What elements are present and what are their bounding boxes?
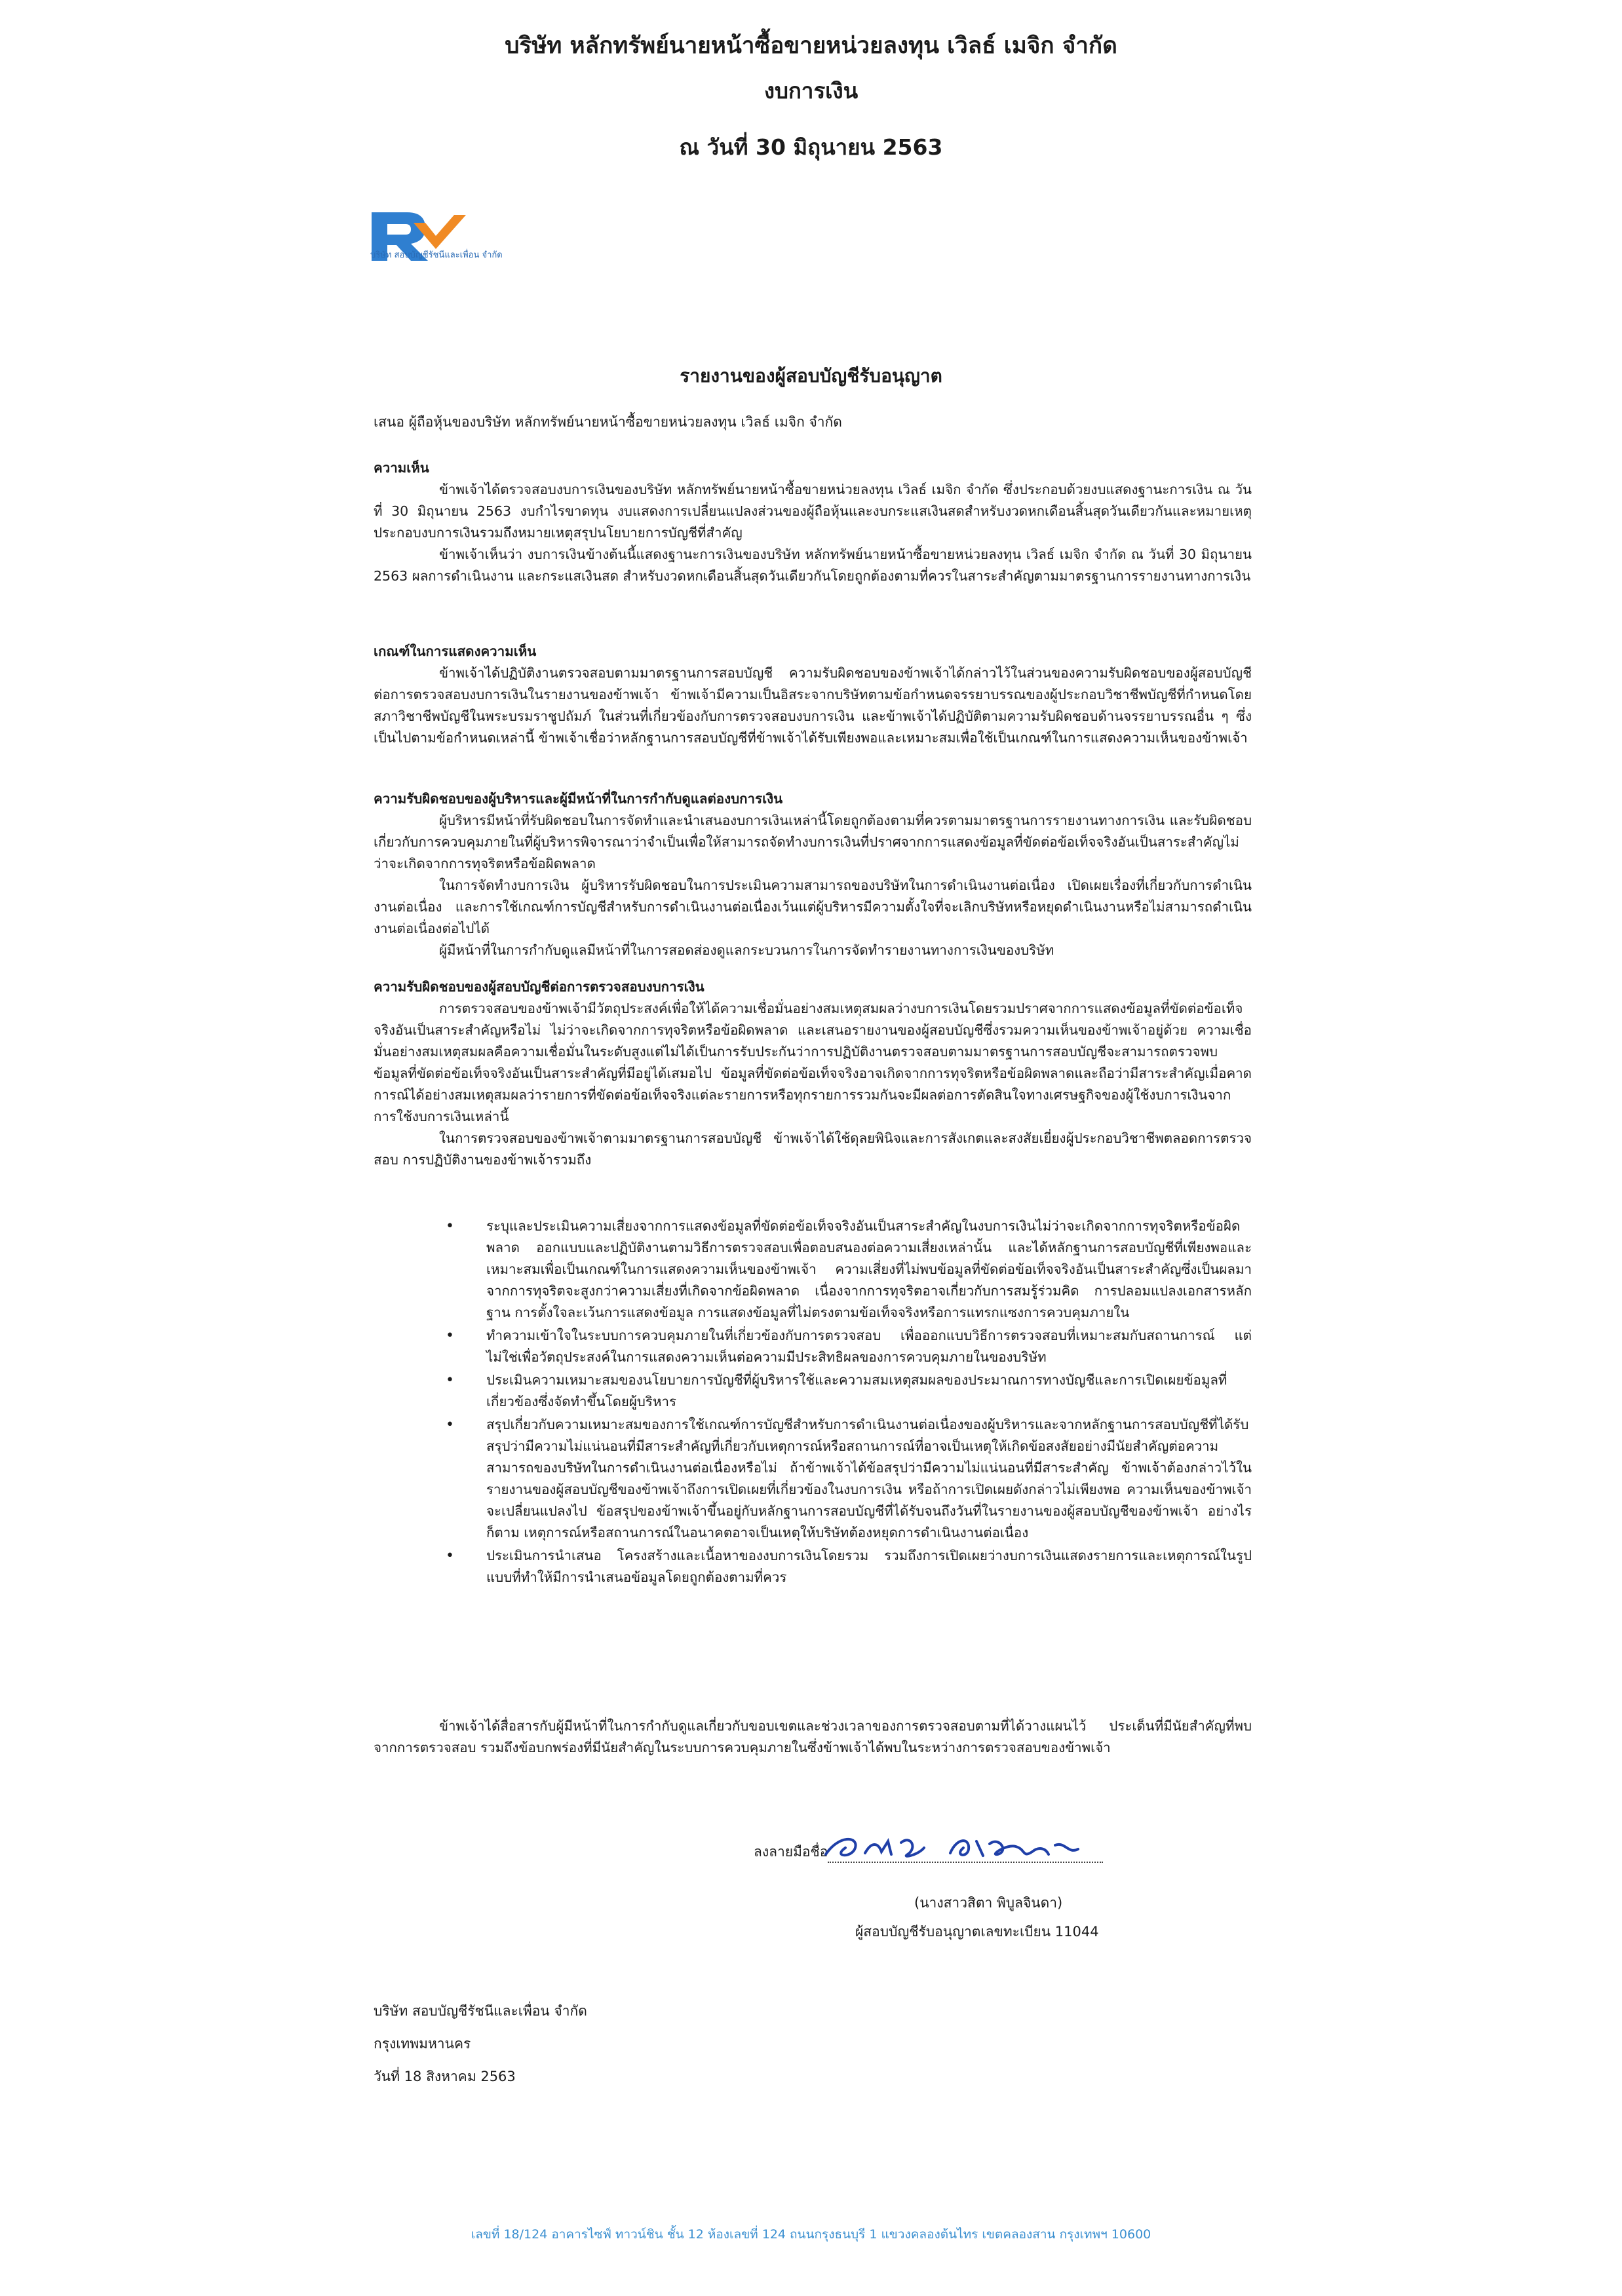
list-item-text: ประเมินความเหมาะสมของนโยบายการบัญชีที่ผู้บริหารใช้และความสมเหตุสมผลของประมาณการทางบัญชีและการเปิดเผยข้อมูลที่เกี่ยวข้องซึ่งจัดทำขึ้นโดยผู้บริหาร	[486, 1372, 1227, 1409]
bullet-icon: •	[446, 1218, 454, 1234]
signature-label: ลงลายมือชื่อ	[754, 1844, 828, 1860]
section-heading: ความรับผิดชอบของผู้บริหารและผู้มีหน้าที่ในการกำกับดูแลต่องบการเงิน	[374, 791, 783, 807]
paragraph: การตรวจสอบของข้าพเจ้ามีวัตถุประสงค์เพื่อให้ได้ความเชื่อมั่นอย่างสมเหตุสมผลว่างบการเงินโดยรวมปราศจากการแสดงข้อมูลที่ขัดต่อข้อเท็จจริงอันเป็นสาระสำคัญหรือไม่ ไม่ว่าจะเกิดจากการทุจริตหรือข้อผิดพลาด และเสนอรายงานของผู้สอบบัญชีซึ่งรวมความเห็นของข้าพเจ้าอยู่ด้วย ความเชื่อมั่นอย่างสมเหตุสมผลคือความเชื่อมั่นในระดับสูงแต่ไม่ได้เป็นการรับประกันว่าการปฏิบัติงานตรวจสอบตามมาตรฐานการสอบบัญชีจะสามารถตรวจพบข้อมูลที่ขัดต่อข้อเท็จจริงอันเป็นสาระสำคัญที่มีอยู่ได้เสมอไป ข้อมูลที่ขัดต่อข้อเท็จจริงอาจเกิดจากการทุจริตหรือข้อผิดพลาดและถือว่ามีสาระสำคัญเมื่อคาดการณ์ได้อย่างสมเหตุสมผลว่ารายการที่ขัดต่อข้อเท็จจริงแต่ละรายการหรือทุกรายการรวมกันจะมีผลต่อการตัดสินใจทางเศรษฐกิจของผู้ใช้งบการเงินจากการใช้งบการเงินเหล่านี้	[374, 1001, 1252, 1124]
list-item-text: ประเมินการนำเสนอ โครงสร้างและเนื้อหาของงบการเงินโดยรวม รวมถึงการเปิดเผยว่างบการเงินแสดงรายการและเหตุการณ์ในรูปแบบที่ทำให้มีการนำเสนอข้อมูลโดยถูกต้องตามที่ควร	[486, 1548, 1252, 1585]
paragraph: ข้าพเจ้าได้ปฏิบัติงานตรวจสอบตามมาตรฐานการสอบบัญชี ความรับผิดชอบของข้าพเจ้าได้กล่าวไว้ในส่วนของความรับผิดชอบของผู้สอบบัญชีต่อการตรวจสอบงบการเงินในรายงานของข้าพเจ้า ข้าพเจ้ามีความเป็นอิสระจากบริษัทตามข้อกำหนดจรรยาบรรณของผู้ประกอบวิชาชีพบัญชีที่กำหนดโดยสภาวิชาชีพบัญชีในพระบรมราชูปถัมภ์ ในส่วนที่เกี่ยวข้องกับการตรวจสอบงบการเงิน และข้าพเจ้าได้ปฏิบัติตามความรับผิดชอบด้านจรรยาบรรณอื่น ๆ ซึ่งเป็นไปตามข้อกำหนดเหล่านี้ ข้าพเจ้าเชื่อว่าหลักฐานการสอบบัญชีที่ข้าพเจ้าได้รับเพียงพอและเหมาะสมเพื่อใช้เป็นเกณฑ์ในการแสดงความเห็นของข้าพเจ้า	[374, 665, 1252, 746]
section-opinion	[374, 457, 1252, 587]
section-auditor-responsibility	[374, 976, 1252, 1171]
list-item	[446, 1414, 1252, 1544]
paragraph: ข้าพเจ้าได้ตรวจสอบงบการเงินของบริษัท หลักทรัพย์นายหน้าซื้อขายหน่วยลงทุน เวิลธ์ เมจิก จำกัด ซึ่งประกอบด้วยงบแสดงฐานะการเงิน ณ วันที่ 30 มิถุนายน 2563 งบกำไรขาดทุน งบแสดงการเปลี่ยนแปลงส่วนของผู้ถือหุ้นและงบกระแสเงินสดสำหรับงวดหกเดือนสิ้นสุดวันเดียวกันและหมายเหตุประกอบงบการเงินรวมถึงหมายเหตุสรุปนโยบายการบัญชีที่สำคัญ	[374, 482, 1252, 541]
list-item	[446, 1545, 1252, 1588]
bullet-icon: •	[446, 1548, 454, 1564]
paragraph: ข้าพเจ้าเห็นว่า งบการเงินข้างต้นนี้แสดงฐานะการเงินของบริษัท หลักทรัพย์นายหน้าซื้อขายหน่วยลงทุน เวิลธ์ เมจิก จำกัด ณ วันที่ 30 มิถุนายน 2563 ผลการดำเนินงาน และกระแสเงินสด สำหรับงวดหกเดือนสิ้นสุดวันเดียวกันโดยถูกต้องตามที่ควรในสาระสำคัญตามมาตรฐานการรายงานทางการเงิน	[374, 546, 1252, 584]
section-heading: ความรับผิดชอบของผู้สอบบัญชีต่อการตรวจสอบงบการเงิน	[374, 979, 705, 995]
report-date: วันที่ 18 สิงหาคม 2563	[374, 2069, 516, 2084]
bullet-icon: •	[446, 1417, 454, 1433]
list-item	[446, 1325, 1252, 1368]
bullet-icon: •	[446, 1328, 454, 1344]
list-item	[446, 1215, 1252, 1324]
paragraph: ผู้มีหน้าที่ในการกำกับดูแลมีหน้าที่ในการสอดส่องดูแลกระบวนการในการจัดทำรายงานทางการเงินของบริษัท	[439, 942, 1054, 958]
list-item-text: สรุปเกี่ยวกับความเหมาะสมของการใช้เกณฑ์การบัญชีสำหรับการดำเนินงานต่อเนื่องของผู้บริหารและจากหลักฐานการสอบบัญชีที่ได้รับ สรุปว่ามีความไม่แน่นอนที่มีสาระสำคัญที่เกี่ยวกับเหตุการณ์หรือสถานการณ์ที่อาจเป็นเหตุให้เกิดข้อสงสัยอย่างมีนัยสำคัญต่อความสามารถของบริษัทในการดำเนินงานต่อเนื่องหรือไม่ ถ้าข้าพเจ้าได้ข้อสรุปว่ามีความไม่แน่นอนที่มีสาระสำคัญ ข้าพเจ้าต้องกล่าวไว้ในรายงานของผู้สอบบัญชีของข้าพเจ้าถึงการเปิดเผยที่เกี่ยวข้องในงบการเงิน หรือถ้าการเปิดเผยดังกล่าวไม่เพียงพอ ความเห็นของข้าพเจ้าจะเปลี่ยนแปลงไป ข้อสรุปของข้าพเจ้าขึ้นอยู่กับหลักฐานการสอบบัญชีที่ได้รับจนถึงวันที่ในรายงานของผู้สอบบัญชีของข้าพเจ้า อย่างไรก็ตาม เหตุการณ์หรือสถานการณ์ในอนาคตอาจเป็นเหตุให้บริษัทต้องหยุดการดำเนินงานต่อเนื่อง	[486, 1417, 1252, 1540]
statement-title: งบการเงิน	[763, 78, 859, 104]
footer-address: เลขที่ 18/124 อาคารไซฟ์ ทาวน์ชิน ชั้น 12 ห้องเลขที่ 124 ถนนกรุงธนบุรี 1 แขวงคลองต้นไทร เขตคลองสาน กรุงเทพฯ 10600	[471, 2227, 1151, 2242]
addressee: เสนอ ผู้ถือหุ้นของบริษัท หลักทรัพย์นายหน้าซื้อขายหน่วยลงทุน เวิลธ์ เมจิก จำกัด	[374, 414, 842, 430]
firm-city: กรุงเทพมหานคร	[374, 2036, 471, 2052]
auditor-procedures-list	[446, 1215, 1252, 1590]
report-title: รายงานของผู้สอบบัญชีรับอนุญาต	[680, 365, 942, 387]
paragraph: ในการจัดทำงบการเงิน ผู้บริหารรับผิดชอบในการประเมินความสามารถของบริษัทในการดำเนินงานต่อเนื่อง เปิดเผยเรื่องที่เกี่ยวกับการดำเนินงานต่อเนื่อง และการใช้เกณฑ์การบัญชีสำหรับการดำเนินงานต่อเนื่องเว้นแต่ผู้บริหารมีความตั้งใจที่จะเลิกบริษัทหรือหยุดดำเนินงานหรือไม่สามารถดำเนินงานต่อเนื่องต่อไปได้	[374, 877, 1252, 936]
bullet-icon: •	[446, 1372, 454, 1388]
section-basis-for-opinion	[374, 641, 1252, 749]
list-item-text: ระบุและประเมินความเสี่ยงจากการแสดงข้อมูลที่ขัดต่อข้อเท็จจริงอันเป็นสาระสำคัญในงบการเงินไม่ว่าจะเกิดจากการทุจริตหรือข้อผิดพลาด ออกแบบและปฏิบัติงานตามวิธีการตรวจสอบเพื่อตอบสนองต่อความเสี่ยงเหล่านั้น และได้หลักฐานการสอบบัญชีที่เพียงพอและเหมาะสมเพื่อเป็นเกณฑ์ในการแสดงความเห็นของข้าพเจ้า ความเสี่ยงที่ไม่พบข้อมูลที่ขัดต่อข้อเท็จจริงอันเป็นสาระสำคัญซึ่งเป็นผลมาจากการทุจริตจะสูงกว่าความเสี่ยงที่เกิดจากข้อผิดพลาด เนื่องจากการทุจริตอาจเกี่ยวกับการสมรู้ร่วมคิด การปลอมแปลงเอกสารหลักฐาน การตั้งใจละเว้นการแสดงข้อมูล การแสดงข้อมูลที่ไม่ตรงตามข้อเท็จจริงหรือการแทรกแซงการควบคุมภายใน	[486, 1218, 1252, 1320]
statement-date: ณ วันที่ 30 มิถุนายน 2563	[679, 134, 943, 160]
list-item-text: ทำความเข้าใจในระบบการควบคุมภายในที่เกี่ยวข้องกับการตรวจสอบ เพื่อออกแบบวิธีการตรวจสอบที่เหมาะสมกับสถานการณ์ แต่ไม่ใช่เพื่อวัตถุประสงค์ในการแสดงความเห็นต่อความมีประสิทธิผลของการควบคุมภายในของบริษัท	[486, 1328, 1252, 1365]
firm-name: บริษัท สอบบัญชีรัชนีและเพื่อน จำกัด	[374, 2003, 587, 2019]
list-item	[446, 1369, 1252, 1413]
signer-name: (นางสาวสิตา พิบูลจินดา)	[914, 1895, 1063, 1911]
logo-caption: บริษัท สอบบัญชีรัชนีและเพื่อน จำกัด	[370, 250, 503, 260]
handwritten-signature	[819, 1828, 1108, 1867]
paragraph: ผู้บริหารมีหน้าที่รับผิดชอบในการจัดทำและนำเสนองบการเงินเหล่านี้โดยถูกต้องตามที่ควรตามมาตรฐานการรายงานทางการเงิน และรับผิดชอบเกี่ยวกับการควบคุมภายในที่ผู้บริหารพิจารณาว่าจำเป็นเพื่อให้สามารถจัดทำงบการเงินที่ปราศจากการแสดงข้อมูลที่ขัดต่อข้อเท็จจริงอันเป็นสาระสำคัญไม่ว่าจะเกิดจากการทุจริตหรือข้อผิดพลาด	[374, 813, 1252, 871]
closing-paragraph: ข้าพเจ้าได้สื่อสารกับผู้มีหน้าที่ในการกำกับดูแลเกี่ยวกับขอบเขตและช่วงเวลาของการตรวจสอบตามที่ได้วางแผนไว้ ประเด็นที่มีนัยสำคัญที่พบจากการตรวจสอบ รวมถึงข้อบกพร่องที่มีนัยสำคัญในระบบการควบคุมภายในซึ่งข้าพเจ้าได้พบในระหว่างการตรวจสอบของข้าพเจ้า	[374, 1718, 1252, 1755]
section-management-responsibility	[374, 788, 1252, 961]
paragraph: ในการตรวจสอบของข้าพเจ้าตามมาตรฐานการสอบบัญชี ข้าพเจ้าได้ใช้ดุลยพินิจและการสังเกตและสงสัยเยี่ยงผู้ประกอบวิชาชีพตลอดการตรวจสอบ การปฏิบัติงานของข้าพเจ้ารวมถึง	[374, 1130, 1252, 1168]
signer-title: ผู้สอบบัญชีรับอนุญาตเลขทะเบียน 11044	[855, 1924, 1099, 1940]
section-heading: เกณฑ์ในการแสดงความเห็น	[374, 643, 537, 659]
section-heading: ความเห็น	[374, 460, 429, 476]
company-title: บริษัท หลักทรัพย์นายหน้าซื้อขายหน่วยลงทุน เวิลธ์ เมจิก จำกัด	[505, 33, 1117, 59]
